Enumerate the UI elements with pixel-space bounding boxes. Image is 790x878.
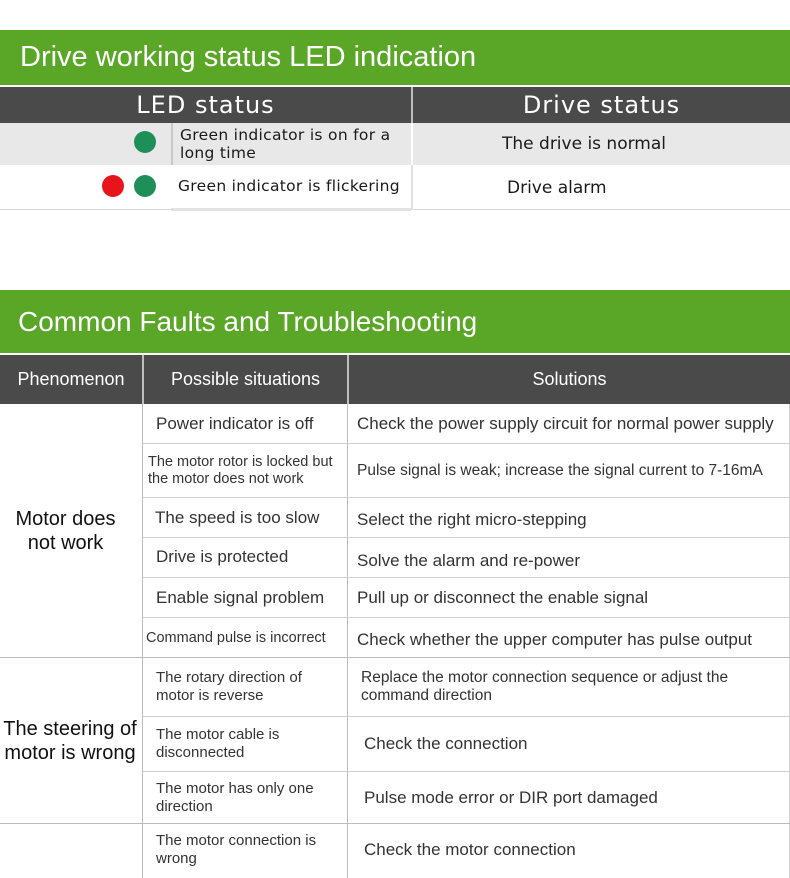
situations-header: Possible situations — [144, 355, 347, 404]
led-row-2-drive-text: Drive alarm — [507, 178, 607, 198]
cell-divider — [411, 165, 413, 210]
phenomenon-steering-wrong: The steering of motor is wrong — [3, 717, 137, 764]
situation-cell: The motor has only one direction — [156, 779, 314, 815]
red-led-icon — [102, 175, 124, 197]
situation-cell: Command pulse is incorrect — [146, 629, 326, 646]
situation-cell: The motor connection is wrong — [156, 832, 317, 867]
led-row-1-drive-text: The drive is normal — [502, 134, 666, 154]
solution-cell: Pulse signal is weak; increase the signal current to 7-16mA — [357, 461, 763, 479]
solution-cell: Select the right micro-stepping — [357, 509, 587, 529]
phenomenon-motor-not-work: Motor does not work — [15, 507, 116, 554]
solution-cell: Pulse mode error or DIR port damaged — [364, 787, 658, 807]
solution-cell: Solve the alarm and re-power — [357, 550, 581, 570]
led-status-header: LED status — [0, 87, 411, 123]
situation-cell: The speed is too slow — [155, 507, 320, 527]
solution-cell: Check whether the upper computer has pulse output — [357, 629, 753, 649]
green-led-icon — [134, 175, 156, 197]
situation-cell: Enable signal problem — [156, 587, 325, 607]
led-row-1-led-text: Green indicator is on for a long time — [180, 126, 391, 162]
situation-cell: The motor rotor is locked but the motor does not work — [148, 453, 333, 487]
cell-divider — [171, 123, 173, 165]
solution-cell: Replace the motor connection sequence or adjust the command direction — [361, 669, 729, 704]
faults-section-title: Common Faults and Troubleshooting — [0, 290, 790, 353]
situation-cell: The motor cable is disconnected — [156, 726, 280, 761]
situation-cell: The rotary direction of motor is reverse — [156, 669, 302, 704]
solution-cell: Check the connection — [364, 734, 528, 753]
led-row-2-led-text: Green indicator is flickering — [178, 177, 400, 195]
situation-cell: Power indicator is off — [156, 413, 314, 433]
led-section-title: Drive working status LED indication — [0, 30, 790, 85]
row-divider — [171, 208, 411, 211]
drive-status-header: Drive status — [413, 87, 790, 123]
solutions-header: Solutions — [349, 355, 790, 404]
cell-divider — [411, 123, 413, 165]
phenomenon-header: Phenomenon — [0, 355, 142, 404]
solution-cell: Check the motor connection — [364, 840, 576, 859]
solution-cell: Pull up or disconnect the enable signal — [357, 587, 649, 607]
situation-cell: Drive is protected — [156, 546, 289, 566]
green-led-icon — [134, 131, 156, 153]
solution-cell: Check the power supply circuit for normal power supply — [357, 413, 774, 433]
